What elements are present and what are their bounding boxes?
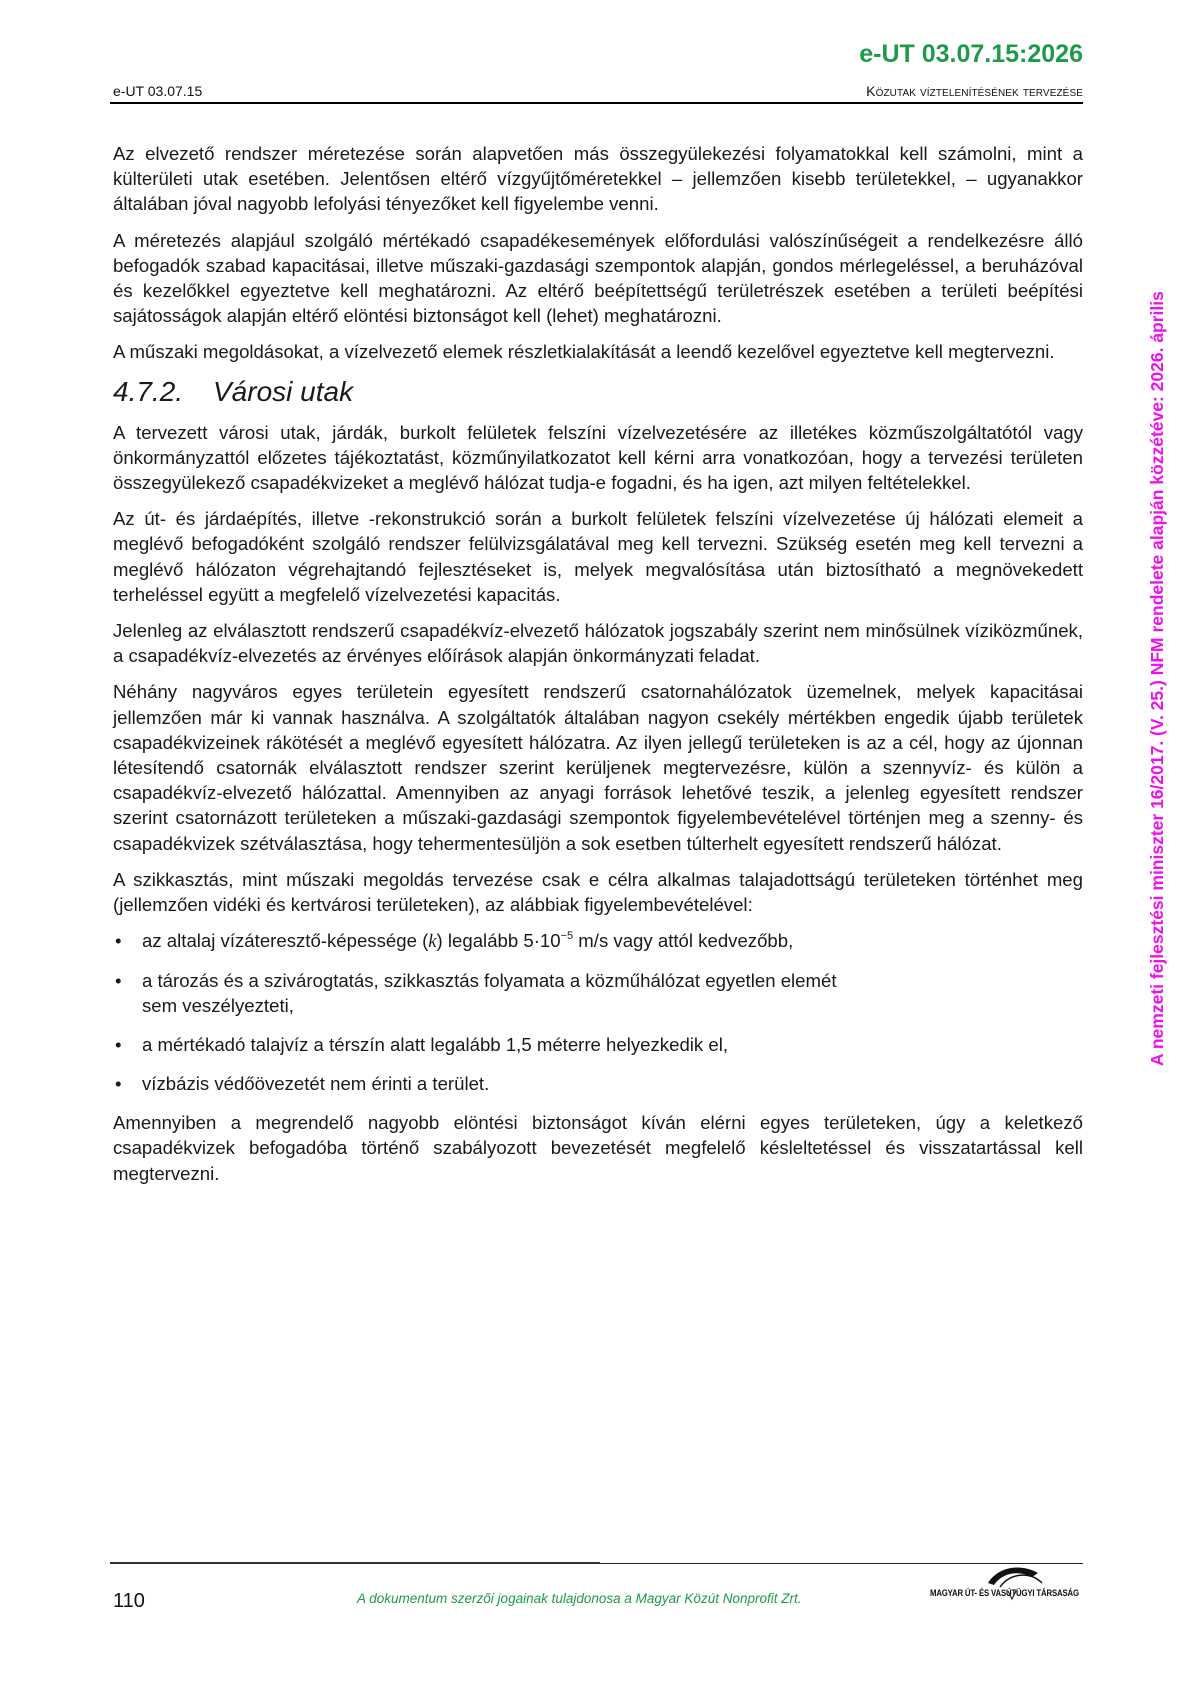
list-item-text: a mértékadó talajvíz a térszín alatt legalább 1,5 méterre helyezkedik el,: [142, 1034, 729, 1056]
copyright-notice: A dokumentum szerzői jogainak tulajdonosa a Magyar Közút Nonprofit Zrt.: [357, 1591, 802, 1606]
bullet-icon: •: [115, 970, 122, 992]
paragraph: Jelenleg az elválasztott rendszerű csapadékvíz-elvezető hálózatok jogszabály szerint nem minősülnek víziközműnek, a csapadékvíz-elvezetés az érvényes előírások alapján önkormányzati feladat.: [113, 620, 1083, 667]
section-heading: [113, 376, 1083, 408]
running-header-left: e-UT 03.07.15: [113, 83, 203, 99]
list-item-text: a tározás és a szivárogtatás, szikkasztás folyamata a közműhálózat egyetlen elemét sem veszélyezteti,: [142, 970, 837, 1017]
paragraph: A műszaki megoldásokat, a vízelvezető elemek részletkialakítását a leendő kezelővel egyeztetve kell megtervezni.: [113, 341, 1055, 363]
document-code: e-UT 03.07.15:2026: [859, 40, 1083, 68]
paragraph: Az út- és járdaépítés, illetve -rekonstrukció során a burkolt felületek felszíni vízelvezetése új hálózati elemeit a meglévő befogadóként szolgáló rendszer felülvizsgálatával meg kell tervezni. Szükség esetén meg kell tervezni a meglévő hálózaton végrehajtandó fejlesztéseket is, melyek megvalósítása után biztosítható a megnövekedett terheléssel együtt a megfelelő vízelvezetési kapacitás.: [113, 508, 1083, 605]
header-rule: [110, 102, 1083, 104]
list-item: [113, 1032, 1083, 1057]
logo-text: MAGYAR ÚT- ÉS VASÚTÜGYI TÁRSASÁG: [930, 1588, 1079, 1599]
paragraph: Amennyiben a megrendelő nagyobb elöntési biztonságot kíván elérni egyes területeken, úgy a keletkező csapadékvizek befogadóba történő szabályozott bevezetését megfelelő késleltetéssel és visszatartással kell megtervezni.: [113, 1112, 1083, 1184]
page-number: 110: [113, 1590, 145, 1612]
footer-rule: [110, 1562, 600, 1564]
bullet-list: [113, 928, 1083, 1096]
page-content: [113, 141, 1083, 1197]
paragraph: Néhány nagyváros egyes területein egyesített rendszerű csatornahálózatok üzemelnek, melyek kapacitásai jellemzően már ki vannak használva. A szolgáltatók általában nagyon csekély mértékben engedik újabb területek csapadékvizeinek rákötését a meglévő egyesített hálózatra. Az ilyen jellegű területeken is az a cél, hogy az újonnan létesítendő csatornák elválasztott rendszer szerint kerüljenek megtervezésre, külön a szennyvíz- és külön a csapadékvíz-elvezető hálózattal. Amennyiben az anyagi források lehetővé teszik, a jelenleg egyesített rendszer szerint csatornázott területeken a műszaki-gazdasági szempontok figyelembevételével történjen meg a szenny- és csapadékvizek szétválasztása, hogy tehermentesüljön a sok esetben túlterhelt egyesített rendszerű hálózat.: [113, 681, 1083, 854]
bullet-icon: •: [115, 1073, 122, 1095]
publication-side-note: A nemzeti fejlesztési miniszter 16/2017. (V. 25.) NFM rendelete alapján közzétéve: 2026. április: [1147, 291, 1167, 1066]
publisher-logo: [930, 1565, 1085, 1605]
section-title: Városi utak: [213, 375, 354, 407]
running-header-right: Közutak víztelenítésének tervezése: [866, 83, 1083, 99]
list-item: [113, 968, 1083, 1018]
bullet-icon: •: [115, 1034, 122, 1056]
list-item-text: vízbázis védőövezetét nem érinti a terület.: [142, 1073, 490, 1095]
paragraph: A méretezés alapjául szolgáló mértékadó csapadékesemények előfordulási valószínűségeit a rendelkezésre álló befogadók szabad kapacitásai, illetve műszaki-gazdasági szempontok alapján, gondos mérlegeléssel, a beruházóval és kezelőkkel egyeztetve kell meghatározni. Az eltérő beépítettségű területrészek esetében a területi beépítési sajátosságok alapján eltérő elöntési biztonságot kell (lehet) meghatározni.: [113, 229, 1083, 327]
list-item: [113, 1071, 1083, 1096]
paragraph: A tervezett városi utak, járdák, burkolt felületek felszíni vízelvezetésére az illetékes közműszolgáltatótól vagy önkormányzattól előzetes tájékoztatást, közműnyilatkozatot kell kérni arra vonatkozóan, hogy a tervezési területen összegyülekező csapadékvizeket a meglévő hálózat tudja-e fogadni, és ha igen, azt milyen feltételekkel.: [113, 421, 1083, 494]
list-item-text: az altalaj vízáteresztő-képessége (k) legalább $5\cdot 10^{-5}$ m/s vagy attól kedvezőbb,: [142, 930, 794, 953]
paragraph: Az elvezető rendszer méretezése során alapvetően más összegyülekezési folyamatokkal kell számolni, mint a külterületi utak esetében. Jelentősen eltérő vízgyűjtőméretekkel – jellemzően kisebb területekkel, – ugyanakkor általában jóval nagyobb lefolyási tényezőket kell figyelembe venni.: [113, 143, 1083, 215]
section-number: 4.7.2.: [113, 375, 184, 407]
paragraph: A szikkasztás, mint műszaki megoldás tervezése csak e célra alkalmas talajadottságú területeken történhet meg (jellemzően vidéki és kertvárosi területeken), az alábbiak figyelembevételével:: [113, 868, 1083, 916]
list-item: [113, 928, 1083, 954]
bullet-icon: •: [115, 930, 122, 952]
